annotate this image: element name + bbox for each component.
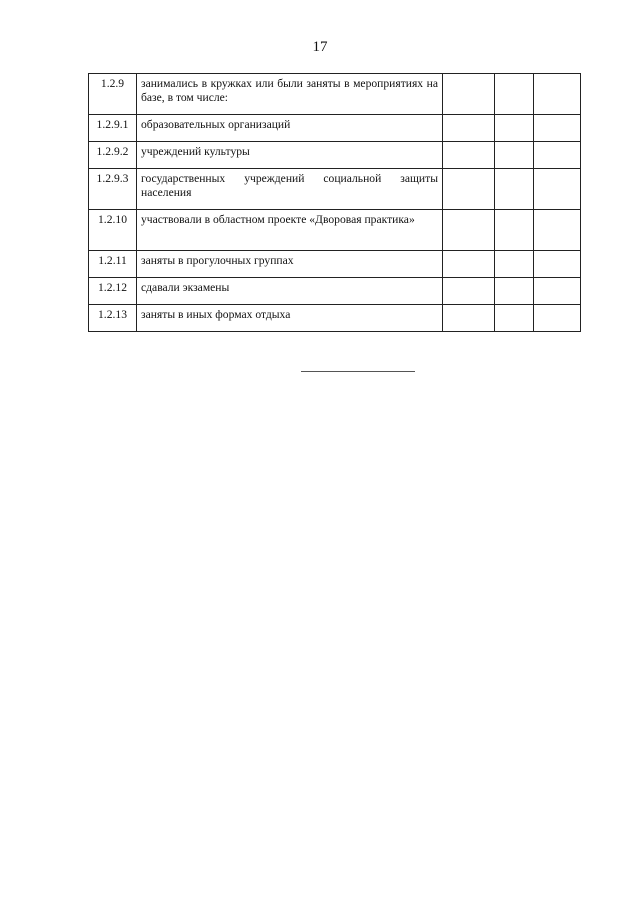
value-cell	[495, 278, 534, 305]
value-cell	[443, 115, 495, 142]
end-divider	[301, 371, 415, 372]
value-cell	[534, 115, 581, 142]
value-cell	[495, 169, 534, 210]
value-cell	[495, 251, 534, 278]
row-label: учреждений культуры	[137, 142, 443, 169]
row-code: 1.2.13	[89, 305, 137, 332]
value-cell	[443, 305, 495, 332]
value-cell	[495, 210, 534, 251]
value-cell	[443, 251, 495, 278]
value-cell	[534, 278, 581, 305]
value-cell	[443, 142, 495, 169]
table-row	[89, 251, 581, 278]
value-cell	[495, 305, 534, 332]
value-cell	[443, 210, 495, 251]
value-cell	[534, 210, 581, 251]
value-cell	[495, 115, 534, 142]
table-row	[89, 305, 581, 332]
row-code: 1.2.10	[89, 210, 137, 251]
value-cell	[495, 74, 534, 115]
value-cell	[534, 142, 581, 169]
value-cell	[534, 74, 581, 115]
table-row	[89, 74, 581, 115]
table-row	[89, 278, 581, 305]
row-code: 1.2.11	[89, 251, 137, 278]
value-cell	[443, 74, 495, 115]
row-label: занимались в кружках или были заняты в мероприятиях на базе, в том числе:	[137, 74, 443, 115]
row-code: 1.2.9.3	[89, 169, 137, 210]
row-code: 1.2.9.1	[89, 115, 137, 142]
table-row	[89, 115, 581, 142]
value-cell	[534, 169, 581, 210]
value-cell	[534, 305, 581, 332]
table-row	[89, 169, 581, 210]
row-label: сдавали экзамены	[137, 278, 443, 305]
value-cell	[495, 142, 534, 169]
row-label: заняты в прогулочных группах	[137, 251, 443, 278]
table-row	[89, 142, 581, 169]
row-code: 1.2.9.2	[89, 142, 137, 169]
value-cell	[443, 278, 495, 305]
table-row	[89, 210, 581, 251]
row-label: заняты в иных формах отдыха	[137, 305, 443, 332]
value-cell	[443, 169, 495, 210]
row-label: образовательных организаций	[137, 115, 443, 142]
row-label: участвовали в областном проекте «Дворовая практика»	[137, 210, 443, 251]
value-cell	[534, 251, 581, 278]
page-number: 17	[312, 39, 328, 55]
data-table	[88, 73, 581, 332]
row-code: 1.2.12	[89, 278, 137, 305]
row-code: 1.2.9	[89, 74, 137, 115]
row-label: государственных учреждений социальной защиты населения	[137, 169, 443, 210]
